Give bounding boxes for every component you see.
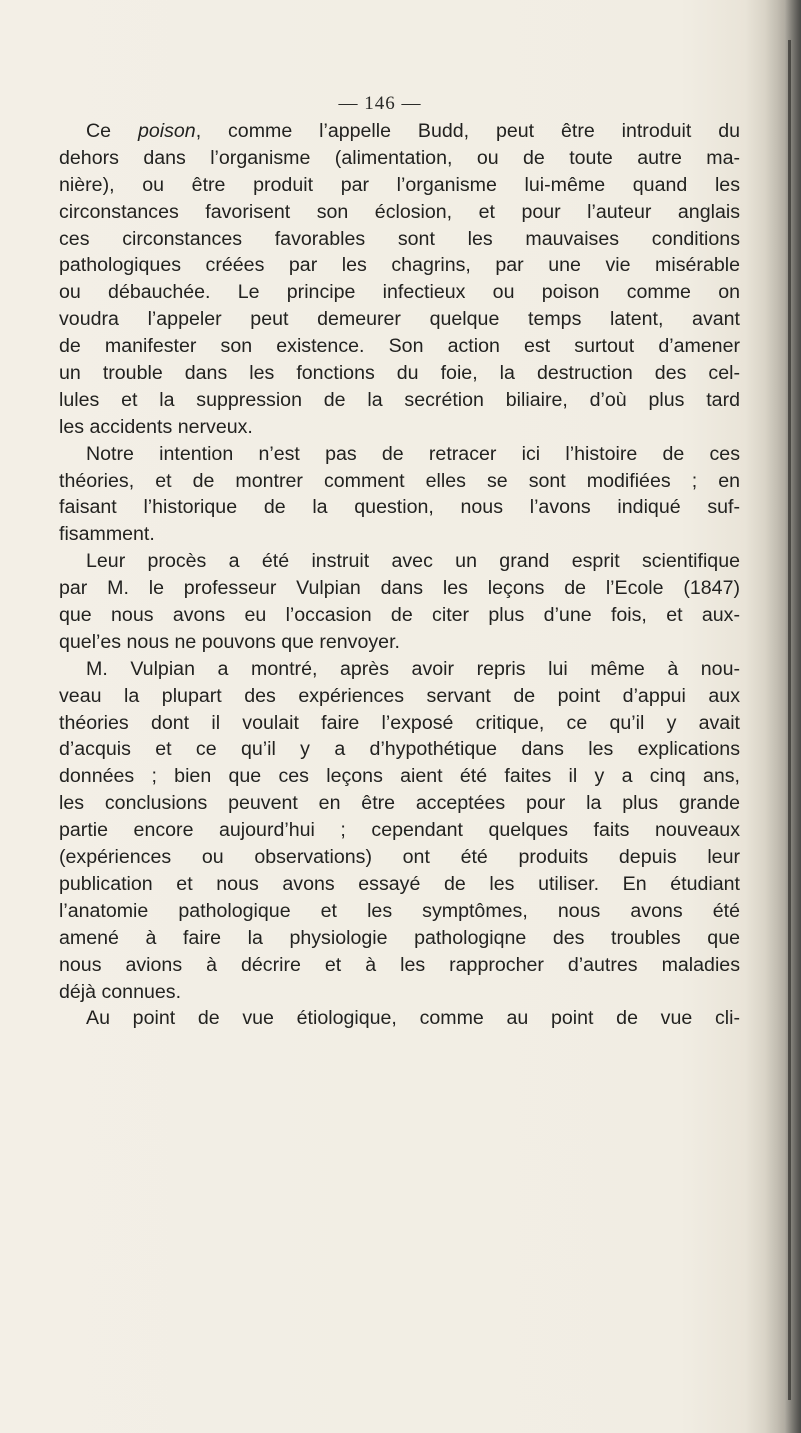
text-line: partie encore aujourd’hui ; cependant quelques faits nouveaux xyxy=(59,819,740,842)
text-segment: , comme l’appelle Budd, peut être introduit du xyxy=(195,120,740,142)
text-line: les conclusions peuvent en être acceptées pour la plus grande xyxy=(59,792,740,815)
text-line: quel’es nous ne pouvons que renvoyer. xyxy=(59,630,400,653)
text-line: veau la plupart des expériences servant de point d’appui aux xyxy=(59,684,740,707)
text-line: voudra l’appeler peut demeurer quelque temps latent, avant xyxy=(59,308,740,331)
text-line: amené à faire la physiologie pathologiqne des troubles que xyxy=(59,926,740,949)
text-line: d’acquis et ce qu’il y a d’hypothétique dans les explications xyxy=(59,738,740,761)
text-line: lules et la suppression de la secrétion biliaire, d’où plus tard xyxy=(59,388,740,411)
text-line: pathologiques créées par les chagrins, par une vie misérable xyxy=(59,254,740,277)
binding-edge xyxy=(788,40,791,1400)
text-line: de manifester son existence. Son action est surtout d’amener xyxy=(59,335,740,358)
text-line: déjà connues. xyxy=(59,980,182,1003)
page-edge-shadow xyxy=(765,0,801,1433)
text-line: M. Vulpian a montré, après avoir repris lui même à nou- xyxy=(86,657,740,680)
text-line: théories, et de montrer comment elles se sont modifiées ; en xyxy=(59,469,740,492)
text-line: faisant l’historique de la question, nous l’avons indiqué suf- xyxy=(59,496,740,519)
text-line: ou débauchée. Le principe infectieux ou poison comme on xyxy=(59,281,740,304)
text-line: circonstances favorisent son éclosion, et pour l’auteur anglais xyxy=(59,200,740,223)
text-line: un trouble dans les fonctions du foie, la destruction des cel- xyxy=(59,362,740,385)
text-line: publication et nous avons essayé de les utiliser. En étudiant xyxy=(59,872,740,895)
text-line: nous avions à décrire et à les rapprocher d’autres maladies xyxy=(59,953,740,976)
text-line: Leur procès a été instruit avec un grand esprit scientifique xyxy=(86,550,740,573)
text-line: par M. le professeur Vulpian dans les leçons de l’Ecole (1847) xyxy=(59,577,740,600)
text-line: l’anatomie pathologique et les symptômes, nous avons été xyxy=(59,899,740,922)
page-number: — 146 — xyxy=(338,93,422,114)
text-line: les accidents nerveux. xyxy=(59,415,253,438)
italic-term: poison xyxy=(137,120,196,142)
text-line: dehors dans l’organisme (alimentation, ou de toute autre ma- xyxy=(59,146,740,169)
text-line xyxy=(59,118,740,145)
text-line: que nous avons eu l’occasion de citer plus d’une fois, et aux- xyxy=(59,604,740,627)
text-line: fisamment. xyxy=(59,523,155,546)
text-line: théories dont il voulait faire l’exposé critique, ce qu’il y avait xyxy=(59,711,740,734)
text-line: ces circonstances favorables sont les mauvaises conditions xyxy=(59,227,740,250)
text-line: Notre intention n’est pas de retracer ici l’histoire de ces xyxy=(86,442,740,465)
text-segment: Ce xyxy=(86,120,138,142)
text-line: nière), ou être produit par l’organisme lui-même quand les xyxy=(59,173,740,196)
body-text xyxy=(59,118,740,1032)
text-line: Au point de vue étiologique, comme au point de vue cli- xyxy=(86,1007,740,1030)
text-line: (expériences ou observations) ont été produits depuis leur xyxy=(59,846,740,869)
text-line: données ; bien que ces leçons aient été faites il y a cinq ans, xyxy=(59,765,740,788)
